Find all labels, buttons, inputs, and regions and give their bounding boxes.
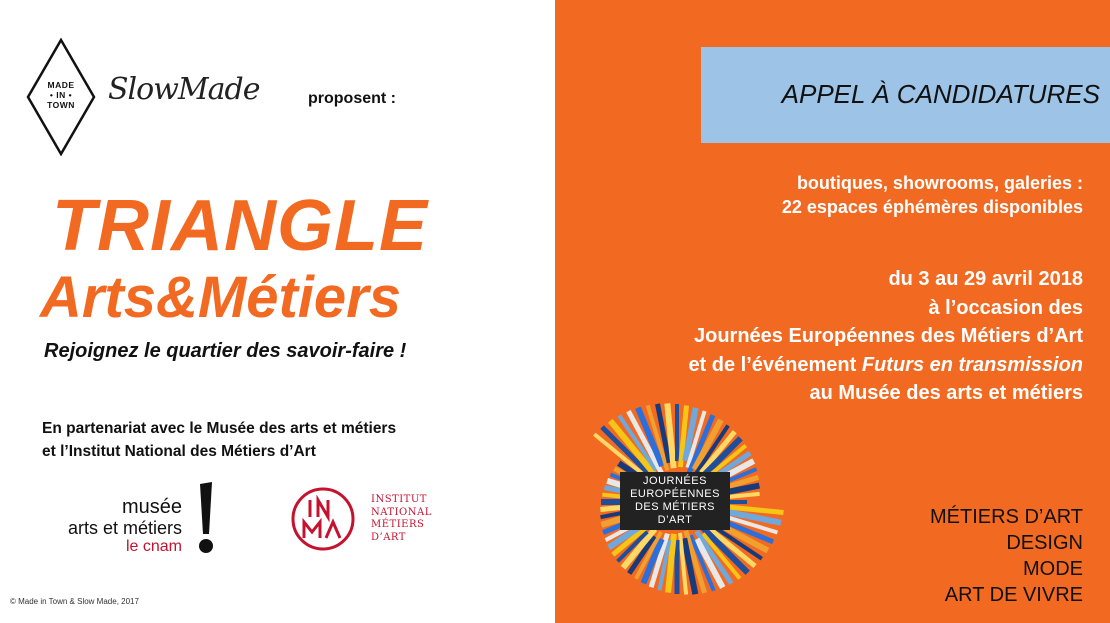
exclamation-icon	[196, 482, 216, 556]
made-in-town-logo	[26, 38, 96, 156]
category-item: MODE	[1023, 558, 1083, 580]
inma-line-1: INSTITUT	[371, 494, 427, 505]
spaces-text	[782, 171, 1083, 219]
event-line-4-prefix: et de l’événement	[688, 353, 862, 376]
proposent-text: proposent :	[308, 90, 396, 107]
title-arts-metiers: Arts&Métiers	[40, 265, 401, 330]
event-line-4	[688, 351, 1083, 380]
mit-line-2: • IN •	[49, 90, 73, 100]
inma-line-2: NATIONAL	[371, 506, 432, 518]
jema-label	[620, 472, 730, 530]
partnership-text	[42, 417, 396, 463]
inma-text	[371, 494, 432, 544]
category-item: MÉTIERS D’ART	[930, 506, 1083, 528]
event-line-3: Journées Européennes des Métiers d’Art	[693, 325, 1083, 347]
subtitle: Rejoignez le quartier des savoir-faire !	[44, 340, 407, 362]
inma-icon	[290, 486, 356, 552]
mit-line-3: TOWN	[47, 100, 75, 110]
musee-logo-line-1: musée	[121, 496, 182, 518]
event-line-5: au Musée des arts et métiers	[809, 382, 1083, 404]
jema-line-1: JOURNÉES	[643, 475, 707, 487]
event-line-1: du 3 au 29 avril 2018	[888, 268, 1083, 290]
category-item: DESIGN	[1006, 532, 1083, 554]
title-triangle: TRIANGLE	[52, 186, 428, 266]
right-panel	[555, 0, 1110, 623]
musee-logo-line-3: le cnam	[125, 538, 182, 555]
copyright: © Made in Town & Slow Made, 2017	[10, 597, 139, 606]
event-line-4-emphasis: Futurs en transmission	[861, 353, 1083, 376]
inma-line-4: D’ART	[371, 531, 406, 543]
event-text	[688, 265, 1083, 408]
inma-line-3: MÉTIERS	[371, 519, 425, 530]
made-in-town-text	[26, 80, 96, 110]
event-line-2: à l’occasion des	[928, 296, 1083, 319]
spaces-line-2: 22 espaces éphémères disponibles	[781, 197, 1083, 217]
jema-line-4: D’ART	[657, 514, 693, 526]
appel-banner	[701, 47, 1110, 143]
slow-made-logo: SlowMade	[108, 72, 260, 107]
musee-logo-line-2: arts et métiers	[67, 518, 182, 538]
jema-logo	[563, 394, 791, 614]
category-item: ART DE VIVRE	[944, 584, 1083, 606]
appel-text: APPEL À CANDIDATURES	[781, 79, 1100, 109]
partnership-line-2: et l’Institut National des Métiers d’Art	[42, 443, 316, 460]
partnership-line-1: En partenariat avec le Musée des arts et métiers	[42, 420, 397, 437]
musee-arts-metiers-logo	[46, 482, 226, 556]
mit-line-1: MADE	[47, 80, 75, 90]
jema-line-2: EUROPÉENNES	[630, 488, 720, 500]
spaces-line-1: boutiques, showrooms, galeries :	[796, 173, 1083, 193]
categories-list	[930, 504, 1083, 608]
jema-line-3: DES MÉTIERS	[634, 501, 716, 513]
